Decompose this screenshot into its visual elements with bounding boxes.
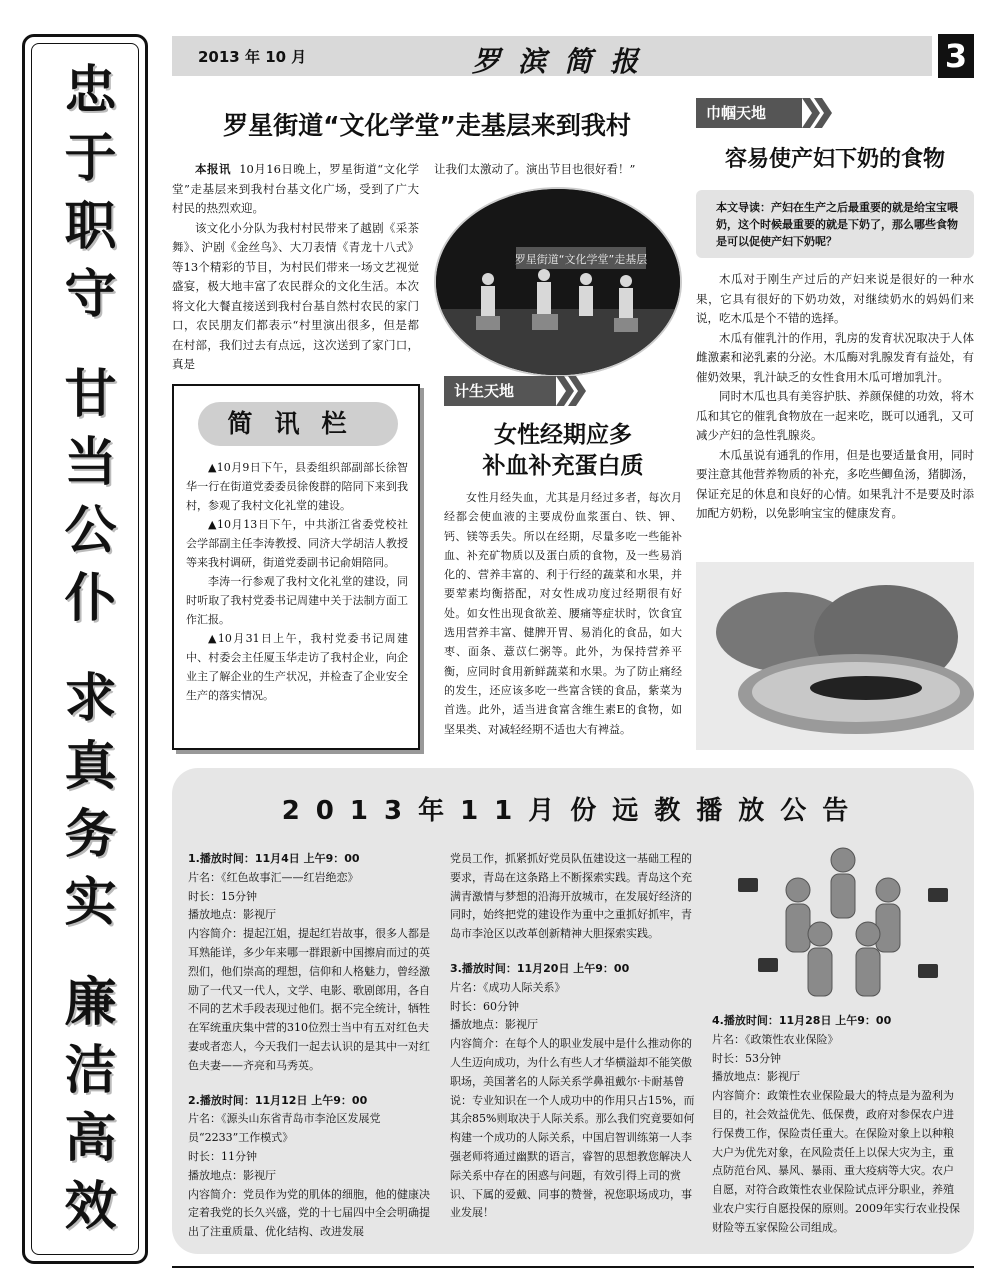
brief-item: ▲10月13日下午，中共浙江省委党校社会学部副主任李涛教授、同济大学胡洁人教授等来我村调研，街道党委副书记俞娟陪同。 xyxy=(186,518,408,569)
article1-column-2 xyxy=(434,160,682,180)
photo-banner: 罗星街道“文化学堂”走基层 xyxy=(514,253,648,266)
notice-item-heading: 2.播放时间：11月12日 上午9：00 xyxy=(188,1093,368,1107)
article2-para: 女性月经失血，尤其是月经过多者，每次月经都会使血液的主要成份血浆蛋白、铁、钾、钙、镁等丢失。所以在经期，尽量多吃一些能补血、补充矿物质以及蛋白质的食物，及一些易消化的、营养丰富的、利于行经的蔬菜和水果，并要荤素均衡搭配，对女性成功度过经期很有好处。如女性出现食欲差、腰痛等症状时，饮食宜选用营养丰富、健脾开胃、易消化的食品，如大枣、面条、薏苡仁粥等。此外，为保持营养平衡，应同时食用新鲜蔬菜和水果。为了防止痛经的发生，还应该多吃一些富含镁的食品，紫菜为首选。此外，适当进食富含维生素E的食物，如坚果类、对减轻经期不适也大有裨益。 xyxy=(444,491,682,736)
brief-title: 简讯栏 xyxy=(227,409,369,438)
performance-photo-image xyxy=(436,189,682,377)
article1-column-1 xyxy=(172,160,419,375)
notice-column-3 xyxy=(712,1012,962,1238)
article1-continuation: 让我们太激动了。演出节目也很好看！” xyxy=(434,162,636,176)
notice-item-place: 播放地点：影视厅 xyxy=(450,1018,538,1032)
motto-line-4: 廉洁高效 xyxy=(55,974,116,1246)
tag-stripes-icon xyxy=(556,376,592,406)
bottom-rule xyxy=(172,1266,974,1268)
article3-title: 容易使产妇下奶的食物 xyxy=(724,147,945,172)
section-tag-family-planning: 计生天地 xyxy=(444,376,556,406)
article1-para-1 xyxy=(172,160,419,219)
brief-box xyxy=(172,384,420,750)
notice-item-duration: 时长：11分钟 xyxy=(188,1149,257,1163)
papaya-image xyxy=(696,562,974,750)
notice-column-2 xyxy=(450,850,696,1223)
notice-item-heading: 4.播放时间：11月28日 上午9：00 xyxy=(712,1014,892,1027)
article2-title-line-1: 女性经期应多 xyxy=(494,422,632,448)
page-header xyxy=(172,36,932,76)
notice-item-place: 播放地点：影视厅 xyxy=(188,1168,276,1182)
brief-items xyxy=(186,458,408,705)
section-tag-women: 巾帼天地 xyxy=(696,98,802,128)
article1-lead: 本报讯 xyxy=(195,162,231,176)
notice-item-intro: 内容简介：提起江姐，提起红岩故事，很多人都是耳熟能详，多少年来哪一群跟新中国擦肩而过的英烈们，他们崇高的理想，信仰和人格魅力，曾经激励了一代又一代人，文学、电影、歌剧郎用，各自不同的艺术手段表现过他们。据不完全统计，牺牲在军统重庆集中营的310位烈士当中有五对红色夫妻或者恋人，今天我们一起去认识的是其中一对红色夫妻——齐亮和马秀英。 xyxy=(188,927,430,1072)
article2-body xyxy=(444,488,682,739)
page-number: 3 xyxy=(938,34,974,78)
notice-item-film: 片名：《成功人际关系》 xyxy=(450,980,566,994)
notice-column-1 xyxy=(188,850,434,1242)
article3-para: 木瓜虽说有通乳的作用，但是也要适量食用，同时要注意其他营养物质的补充，多吃些鲫鱼汤，猪脚汤，保证充足的休息和良好的心情。如果乳汁不是要及时添加配方奶粉，以免影响宝宝的健康发育。 xyxy=(696,447,974,520)
motto-line-3: 求真务实 xyxy=(55,670,116,942)
notice-item-film: 片名：《源头山东省青岛市李沧区发展党员“2233”工作模式》 xyxy=(188,1112,381,1145)
notice-item-intro: 内容简介：在每个人的职业发展中是什么推动你的人生迈向成功，为什么有些人才华横溢却不能笑傲职场，美国著名的人际关系学鼻祖戴尔·卡耐基曾说：专业知识在一个人成功中的作用只占15%，而其余85%则取决于人际关系。那么我们究竟要如何构建一个成功的人际关系，中国启智训练第一人李强老师将通过幽默的语言，睿智的思想教您解决人际关系中存在的困惑与问题，有效引得上司的赏识、下属的爱戴、同事的赞誉，祝您职场成功，事业发展！ xyxy=(450,1037,695,1220)
notice-item-duration: 时长：60分钟 xyxy=(450,999,519,1013)
notice-item-place: 播放地点：影视厅 xyxy=(188,908,276,922)
notice-item-intro: 内容简介：党员作为党的肌体的细胞，他的健康决定着我党的长久兴盛，党的十七届四中全会明确提出了注重质量、优化结构、改进发展 xyxy=(188,1187,430,1239)
article2-title-line-2: 补血补充蛋白质 xyxy=(482,453,644,479)
notice-item-continuation: 党员工作，抓紧抓好党员队伍建设这一基础工程的要求，青岛在这条路上不断探索实践。青岛这个充满青激情与梦想的沿海开放城市，在发展好经济的同时，始终把党的建设作为重中之重抓好抓牢，青岛市李沧区以改革创新精神大胆探索实践。 xyxy=(450,852,692,941)
article3-body xyxy=(696,270,974,524)
article1-para-2: 该文化小分队为我村村民带来了越剧《采茶舞》、沪剧《金丝鸟》、大刀表情《青龙十八式》等13个精彩的节目，为村民们带来一场文艺视觉盛宴，极大地丰富了农民群众的文化生活。本次将文化大餐直接送到我村台基自然村农民的家门口，农民朋友们都表示“村里演出很多，但是都在村部，我们过去有点远，这次送到了家门口，真是 xyxy=(172,220,419,371)
papaya-photo xyxy=(696,562,974,750)
performance-photo xyxy=(434,187,682,377)
notice-item-film: 片名：《红色故事汇——红岩绝恋》 xyxy=(188,870,359,884)
brief-item: 李涛一行参观了我村文化礼堂的建设，同时听取了我村党委书记周建中关于法制方面工作汇报。 xyxy=(186,575,408,626)
issue-date: 2013 年 10 月 xyxy=(198,48,307,66)
tag-stripes-icon xyxy=(802,98,838,128)
brief-item: ▲10月31日上午，我村党委书记周建中、村委会主任厦玉华走访了我村企业，向企业主了解企业的生产状况，并检查了企业安全生产的落实情况。 xyxy=(186,632,408,702)
article1-title: 罗星街道“文化学堂”走基层来到我村 xyxy=(223,111,631,140)
article3-para: 木瓜对于刚生产过后的产妇来说是很好的一种水果，它具有很好的下奶功效，对继续奶水的妈妈们来说，吃木瓜是个不错的选择。 xyxy=(696,272,974,325)
article3-para: 木瓜有催乳汁的作用，乳房的发育状况取决于人体雌激素和泌乳素的分泌。木瓜酶对乳腺发育有益处，有催奶效果，乳汁缺乏的女性食用木瓜可增加乳汁。 xyxy=(696,330,974,384)
notice-item-duration: 时长：53分钟 xyxy=(712,1051,781,1065)
notice-item-heading: 3.播放时间：11月20日 上午9：00 xyxy=(450,961,630,975)
notice-title: 2013年11月份远教播放公告 xyxy=(281,796,865,826)
notice-item-place: 播放地点：影视厅 xyxy=(712,1070,800,1084)
paper-name: 罗滨简报 xyxy=(472,45,657,78)
notice-item-duration: 时长：15分钟 xyxy=(188,889,257,903)
article3-intro: 本文导读：产妇在生产之后最重要的就是给宝宝喂奶，这个时候最重要的就是下奶了，那么哪些食物是可以促使产妇下奶呢？ xyxy=(696,190,974,258)
article3-para: 同时木瓜也具有美容护肤、养颜保健的功效，将木瓜和其它的催乳食物放在一起来吃，既可以通乳，又可减少产妇的急性乳腺炎。 xyxy=(696,389,974,442)
brief-item: ▲10月9日下午，县委组织部副部长徐智华一行在街道党委委员徐俊群的陪同下来到我村，参观了我村文化礼堂的建设。 xyxy=(186,461,408,512)
motto-line-1: 忠于职守 xyxy=(55,62,116,334)
motto-panel xyxy=(22,34,148,1264)
article1-para-1-text: 10月16日晚上，罗星街道“文化学堂”走基层来到我村台基文化广场，受到了广大村民的热烈欢迎。 xyxy=(172,162,420,215)
motto-line-2: 甘当公仆 xyxy=(55,366,116,638)
notice-item-heading: 1.播放时间：11月4日 上午9：00 xyxy=(188,852,360,865)
notice-item-intro: 内容简介：政策性农业保险最大的特点是为盈利为目的，社会效益优先、低保费，政府对参保农户进行保费工作，保险责任重大。在保险对象上以种粮大户为优先对象，在风险责任上以保大灾为主，重点防范台风、暴风、暴雨、重大疫病等大灾。农户自愿，对符合政策性农业保险试点评分职业，养殖业农户实行自愿投保的原则。2009年实行农业投保财险等五家保险公司组成。 xyxy=(712,1089,960,1234)
notice-item-film: 片名：《政策性农业保险》 xyxy=(712,1032,839,1046)
article2-title xyxy=(444,420,682,482)
teamwork-illustration xyxy=(728,838,958,1008)
